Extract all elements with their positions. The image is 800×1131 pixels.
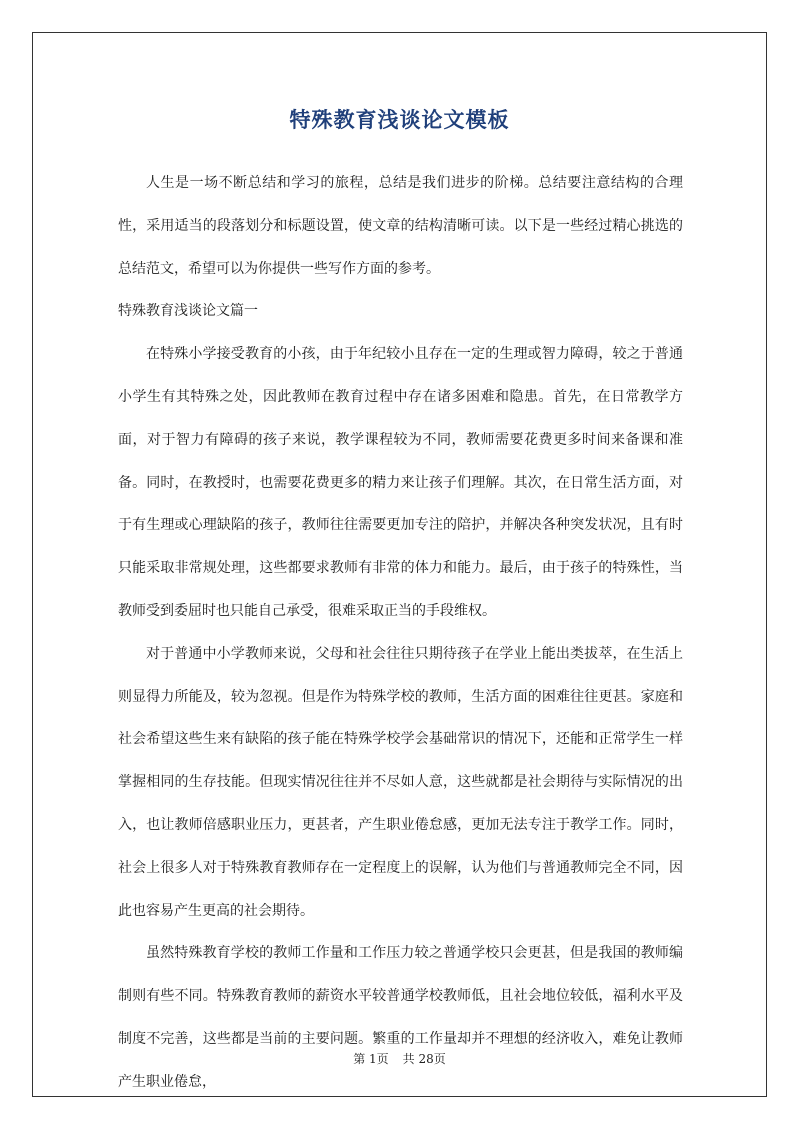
- body-paragraph: 虽然特殊教育学校的教师工作量和工作压力较之普通学校只会更甚，但是我国的教师编制则有些不同。特殊教育教师的薪资水平较普通学校教师低，且社会地位较低，福利水平及制度不完善，这些都是当前的主要问题。繁重的工作量却并不理想的经济收入，难免让教师产生职业倦怠，: [118, 945, 683, 1090]
- page-number: 第 1页: [353, 1052, 389, 1066]
- body-paragraph: 在特殊小学接受教育的小孩，由于年纪较小且存在一定的生理或智力障碍，较之于普通小学生有其特殊之处，因此教师在教育过程中存在诸多困难和隐患。首先，在日常教学方面，对于智力有障碍的孩子来说，教学课程较为不同，教师需要花费更多时间来备课和准备。同时，在教授时，也需要花费更多的精力来让孩子们理解。其次，在日常生活方面，对于有生理或心理缺陷的孩子，教师往往需要更加专注的陪护，并解决各种突发状况，且有时只能采取非常规处理，这些都要求教师有非常的体力和能力。最后，由于孩子的特殊性，当教师受到委屈时也只能自己承受，很难采取正当的手段维权。: [118, 346, 683, 619]
- section-heading: 特殊教育浅谈论文篇一: [118, 303, 258, 320]
- page-footer: [32, 1050, 767, 1067]
- document-body: [118, 162, 683, 1104]
- page-total: 共 28页: [402, 1052, 446, 1066]
- body-paragraph: 对于普通中小学教师来说，父母和社会往往只期待孩子在学业上能出类拔萃，在生活上则显得力所能及，较为忽视。但是作为特殊学校的教师，生活方面的困难往往更甚。家庭和社会希望这些生来有缺陷的孩子能在特殊学校学会基础常识的情况下，还能和正常学生一样掌握相同的生存技能。但现实情况往往并不尽如人意，这些就都是社会期待与实际情况的出入，也让教师倍感职业压力，更甚者，产生职业倦怠感，更加无法专注于教学工作。同时，社会上很多人对于特殊教育教师存在一定程度上的误解，认为他们与普通教师完全不同，因此也容易产生更高的社会期待。: [118, 645, 683, 919]
- document-title: 特殊教育浅谈论文模板: [289, 108, 510, 132]
- intro-paragraph: 人生是一场不断总结和学习的旅程，总结是我们进步的阶梯。总结要注意结构的合理性，采用适当的段落划分和标题设置，使文章的结构清晰可读。以下是一些经过精心挑选的总结范文，希望可以为你提供一些写作方面的参考。: [118, 175, 683, 277]
